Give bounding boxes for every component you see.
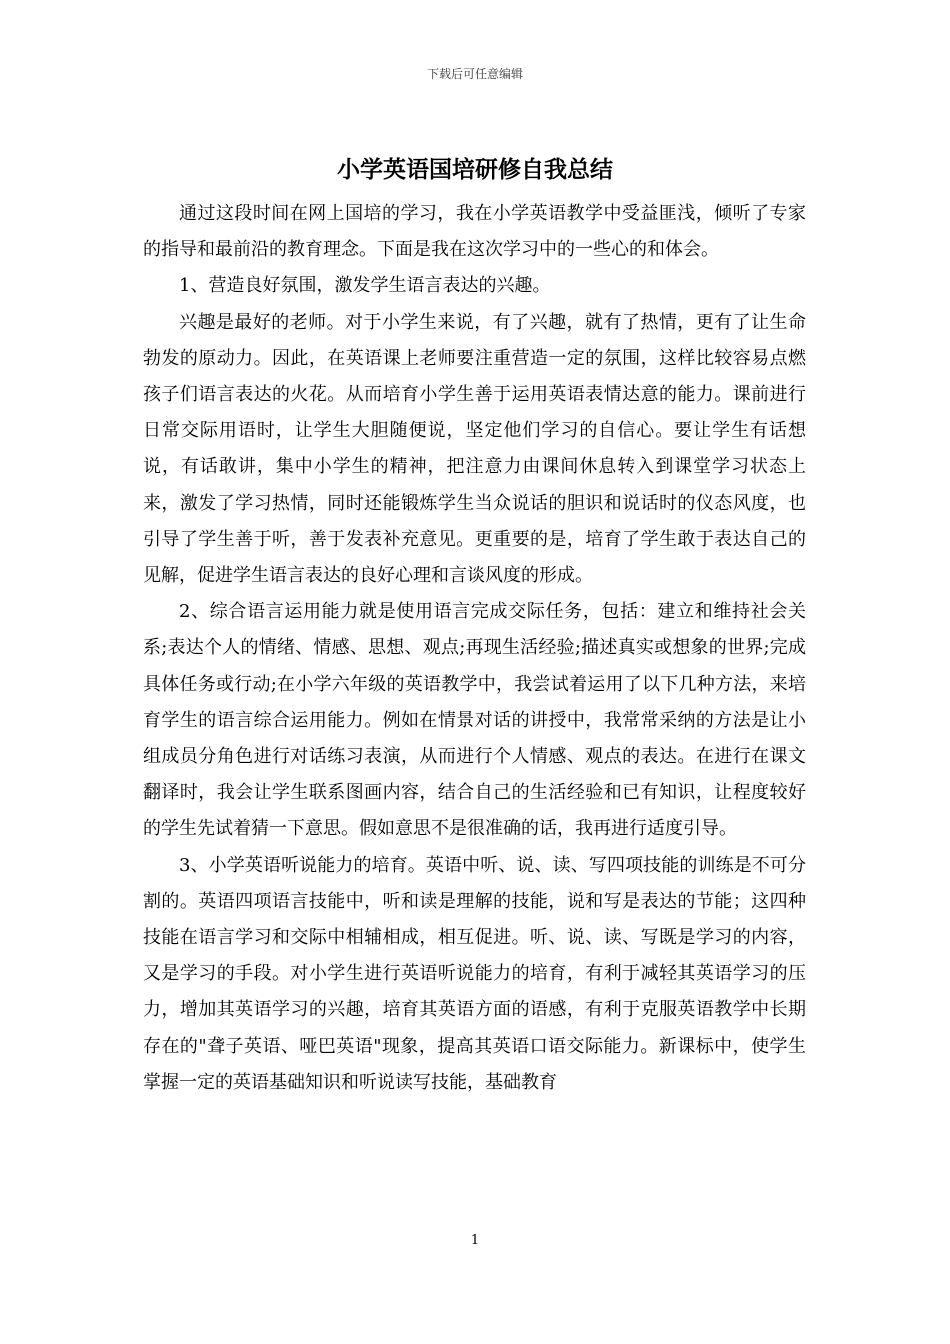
paragraph-interest: 兴趣是最好的老师。对于小学生来说，有了兴趣，就有了热情，更有了让生命勃发的原动力。因此，在英语课上老师要注重营造一定的氛围，这样比较容易点燃孩子们语言表达的火花。从而培育小学生善于运用英语表情达意的能力。课前进行日常交际用语时，让学生大胆随便说，坚定他们学习的自信心。要让学生有话想说，有话敢讲，集中小学生的精神，把注意力由课间休息转入到课堂学习状态上来，激发了学习热情，同时还能锻炼学生当众说话的胆识和说话时的仪态风度，也引导了学生善于听，善于发表补充意见。更重要的是，培育了学生敢于表达自己的见解，促进学生语言表达的良好心理和言谈风度的形成。 <box>143 311 806 587</box>
paragraph-point-2: 2、综合语言运用能力就是使用语言完成交际任务，包括：建立和维持社会关系;表达个人的情绪、情感、思想、观点;再现生活经验;描述真实或想象的世界;完成具体任务或行动;在小学六年级的英语教学中，我尝试着运用了以下几种方法，来培育学生的语言综合运用能力。例如在情景对话的讲授中，我常常采纳的方法是让小组成员分角色进行对话练习表演，从而进行个人情感、观点的表达。在进行在课文翻译时，我会让学生联系图画内容，结合自己的生活经验和已有知识，让程度较好的学生先试着猜一下意思。假如意思不是很准确的话，我再进行适度引导。 <box>143 601 806 840</box>
paragraph-intro: 通过这段时间在网上国培的学习，我在小学英语教学中受益匪浅，倾听了专家的指导和最前沿的教育理念。下面是我在这次学习中的一些心的和体会。 <box>143 203 806 261</box>
paragraph-point-3: 3、小学英语听说能力的培育。英语中听、说、读、写四项技能的训练是不可分割的。英语四项语言技能中，听和读是理解的技能，说和写是表达的节能；这四种技能在语言学习和交际中相辅相成，相互促进。听、说、读、写既是学习的内容，又是学习的手段。对小学生进行英语听说能力的培育，有利于减轻其英语学习的压力，增加其英语学习的兴趣，培育其英语方面的语感，有利于克服英语教学中长期存在的"聋子英语、哑巴英语"现象，提高其英语口语交际能力。新课标中，使学生掌握一定的英语基础知识和听说读写技能，基础教育 <box>143 854 806 1093</box>
document-title: 小学英语国培研修自我总结 <box>337 156 613 183</box>
paragraph-heading-1: 1、营造良好氛围，激发学生语言表达的兴趣。 <box>179 275 551 297</box>
page-number: 1 <box>470 1233 480 1248</box>
header-note: 下载后可任意编辑 <box>426 67 523 81</box>
document-body <box>143 196 806 1101</box>
